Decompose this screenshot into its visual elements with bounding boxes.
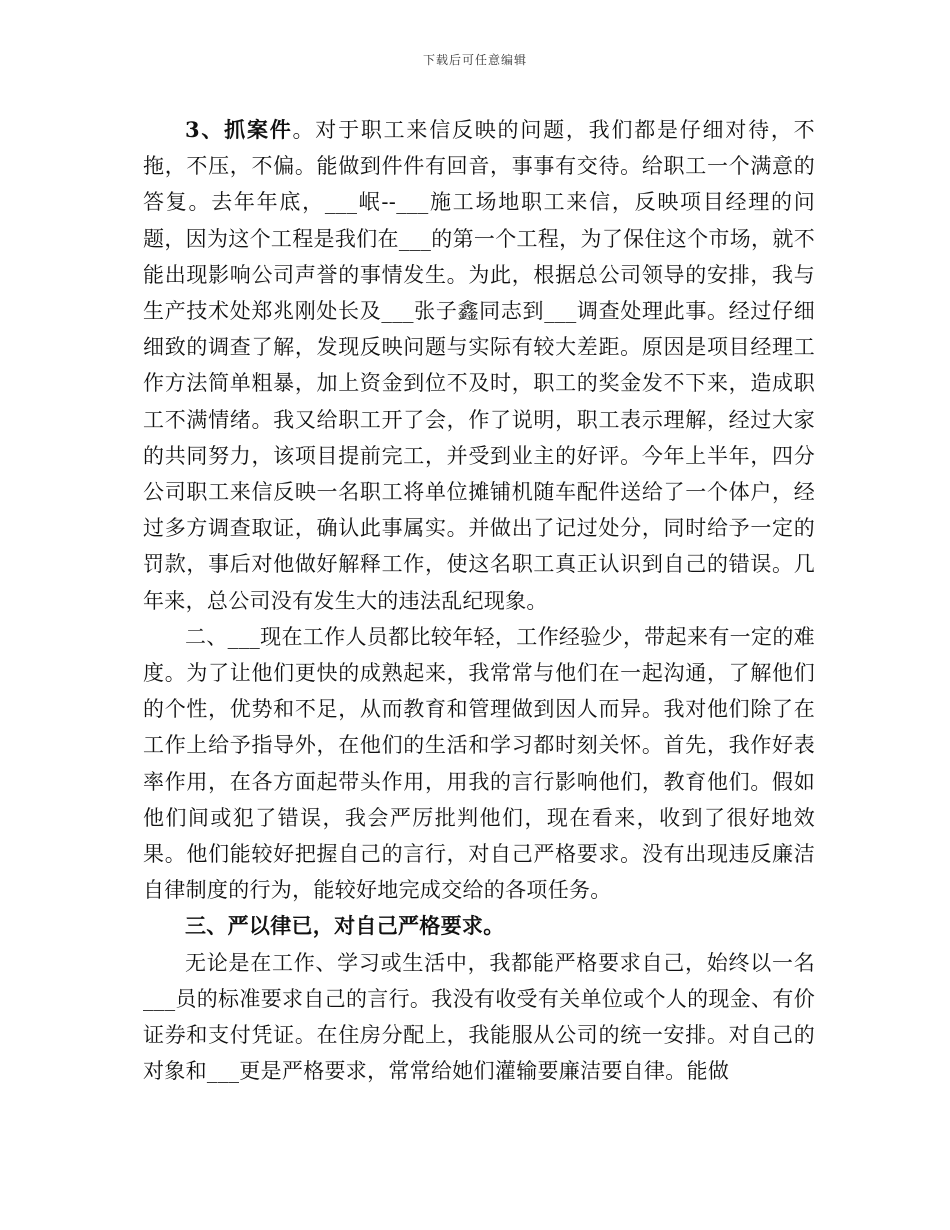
- section-heading: 三、严以律已，对自己严格要求。: [185, 913, 505, 939]
- paragraph-self-discipline: 无论是在工作、学习或生活中，我都能严格要求自己，始终以一名___员的标准要求自己的言行。我没有收受有关单位或个人的现金、有价证券和支付凭证。在住房分配上，我能服从公司的统一安排。对自己的对象和___更是严格要求，常常给她们灌输要廉洁要自律。能做: [143, 950, 815, 1084]
- paragraph-case-handling: [143, 112, 815, 619]
- paragraph-lead: 3、抓案件: [185, 117, 293, 142]
- document-body: [143, 112, 815, 1089]
- paragraph-staff-guidance: 二、___现在工作人员都比较年轻，工作经验少，带起来有一定的难度。为了让他们更快的成熟起来，我常常与他们在一起沟通，了解他们的个性，优势和不足，从而教育和管理做到因人而异。我对他们除了在工作上给予指导外，在他们的生活和学习都时刻关怀。首先，我作好表率作用，在各方面起带头作用，用我的言行影响他们，教育他们。假如他们间或犯了错误，我会严厉批判他们，现在看来，收到了很好地效果。他们能较好把握自己的言行，对自己严格要求。没有出现违反廉洁自律制度的行为，能较好地完成交给的各项任务。: [143, 624, 815, 903]
- paragraph-text: 。对于职工来信反映的问题，我们都是仔细对待，不拖，不压，不偏。能做到件件有回音，事事有交待。给职工一个满意的答复。去年年底，___岷--___施工场地职工来信，反映项目经理的问题，因为这个工程是我们在___的第一个工程，为了保住这个市场，就不能出现影响公司声誉的事情发生。为此，根据总公司领导的安排，我与生产技术处郑兆刚处长及___张子鑫同志到___调查处理此事。经过仔细细致的调查了解，发现反映问题与实际有较大差距。原因是项目经理工作方法简单粗暴，加上资金到位不及时，职工的奖金发不下来，造成职工不满情绪。我又给职工开了会，作了说明，职工表示理解，经过大家的共同努力，该项目提前完工，并受到业主的好评。今年上半年，四分公司职工来信反映一名职工将单位摊铺机随车配件送给了一个体户，经过多方调查取证，确认此事属实。并做出了记过处分，同时给予一定的罚款，事后对他做好解释工作，使这名职工真正认识到自己的错误。几年来，总公司没有发生大的违法乱纪现象。: [143, 118, 815, 613]
- page-header: 下载后可任意编辑: [422, 53, 527, 67]
